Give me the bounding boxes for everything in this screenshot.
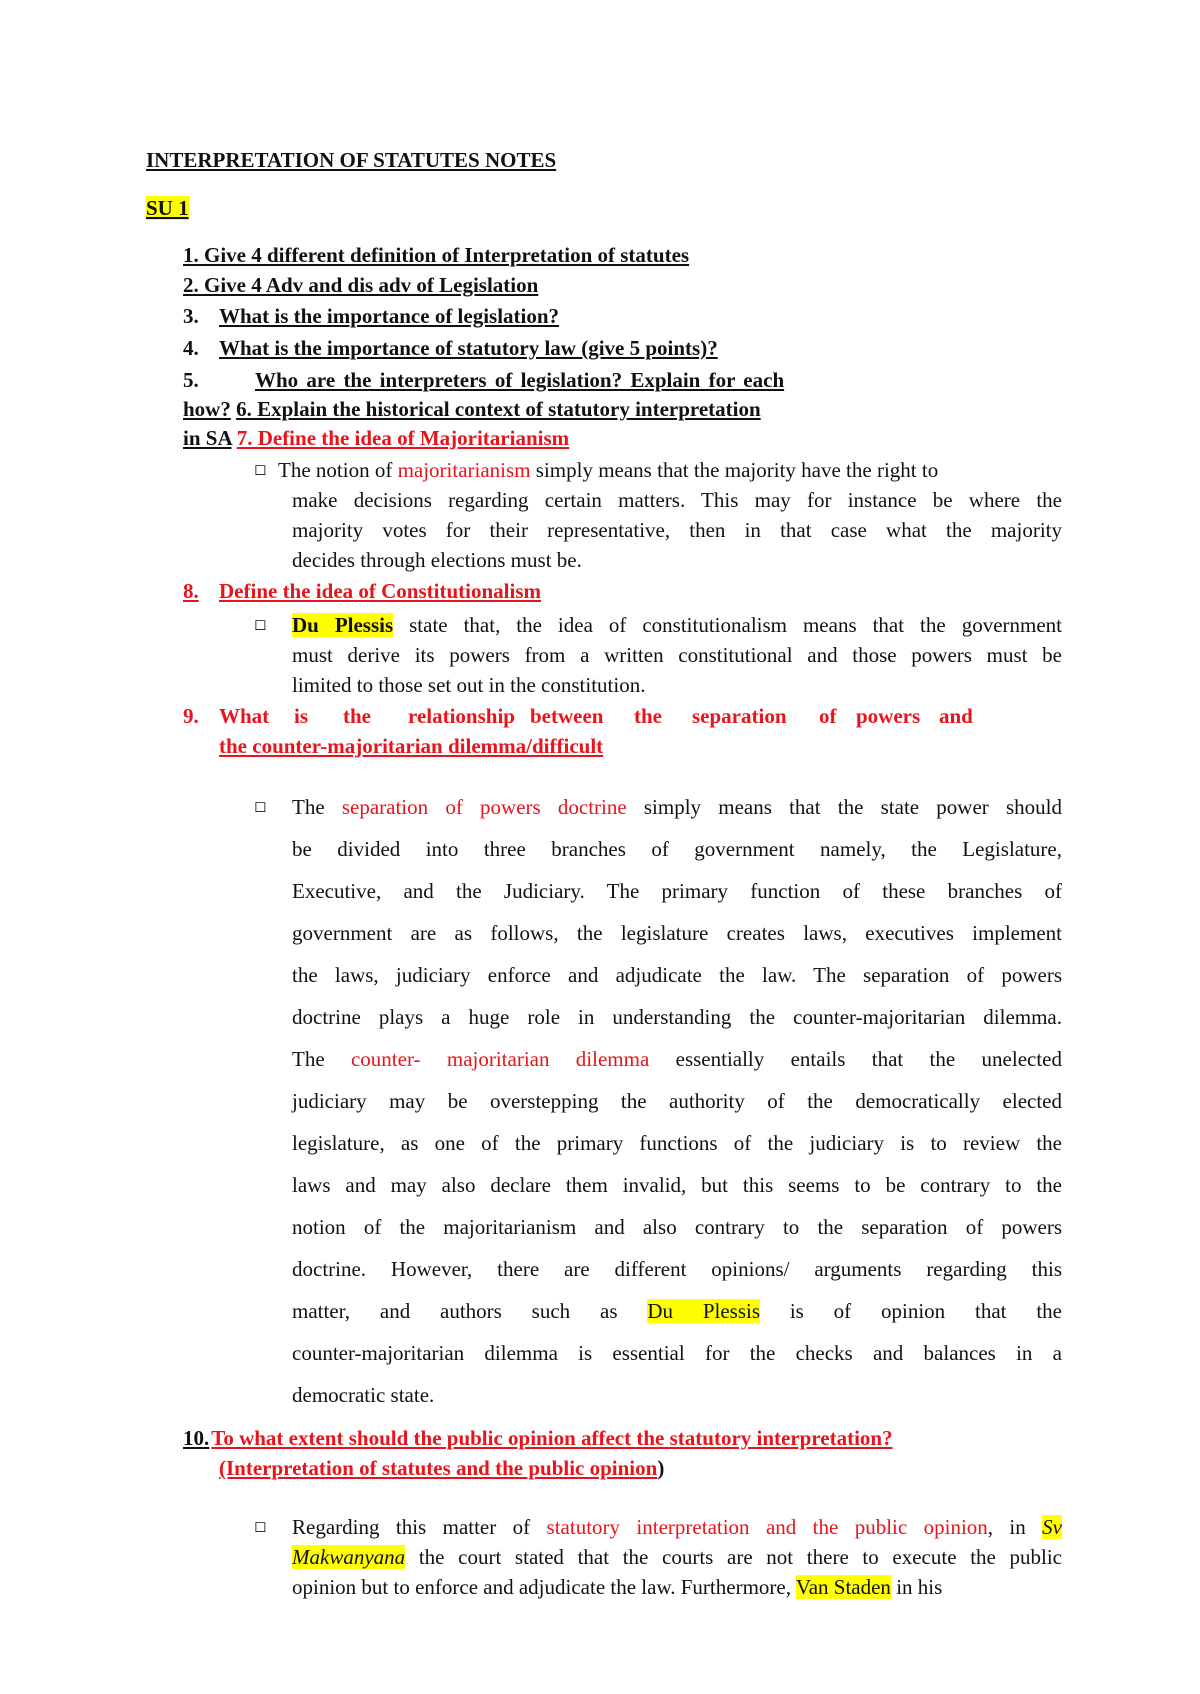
question-7 bbox=[183, 424, 569, 452]
answer-9-line-14: counter-majoritarian dilemma is essential for the checks and balances in a bbox=[292, 1341, 1062, 1365]
question-8 bbox=[183, 577, 541, 605]
answer-10-line-1 bbox=[292, 1513, 1062, 1541]
question-2: 2. Give 4 Adv and dis adv of Legislation bbox=[183, 273, 539, 297]
question-3 bbox=[183, 302, 560, 330]
answer-7-text: simply means that the majority have the right to bbox=[530, 458, 939, 482]
answer-7-line-2: make decisions regarding certain matters. This may for instance be where the bbox=[292, 488, 1062, 512]
author-du-plessis: Du Plessis bbox=[647, 1299, 761, 1323]
answer-8-line-1 bbox=[292, 611, 1062, 639]
term-separation-of-powers: separation of powers doctrine bbox=[341, 795, 627, 819]
answer-9-line-13 bbox=[292, 1297, 1062, 1325]
answer-9-line-12: doctrine. However, there are different opinions/ arguments regarding this bbox=[292, 1257, 1062, 1281]
question-6-continued: in SA bbox=[183, 426, 232, 450]
term-statutory-interpretation: statutory interpretation and the public opinion bbox=[546, 1515, 988, 1539]
question-9-word: powers bbox=[856, 704, 921, 728]
answer-10-text: Regarding this matter of bbox=[292, 1515, 547, 1539]
question-5-number: 5. bbox=[183, 368, 199, 392]
question-9-word: What bbox=[219, 704, 270, 728]
su-heading bbox=[146, 194, 189, 222]
question-5-continued: how? bbox=[183, 397, 231, 421]
question-3-number: 3. bbox=[183, 304, 199, 328]
question-5 bbox=[183, 366, 785, 394]
question-8-text: Define the idea of Constitutionalism bbox=[219, 579, 541, 603]
answer-9-line-9: legislature, as one of the primary functions of the judiciary is to review the bbox=[292, 1131, 1062, 1155]
answer-9-line-15: democratic state. bbox=[292, 1383, 435, 1407]
answer-7-text: The notion of bbox=[278, 458, 398, 482]
answer-10-text: the court stated that the courts are not there to execute the public bbox=[405, 1545, 1062, 1569]
question-6-text: 6. Explain the historical context of statutory interpretation bbox=[236, 397, 761, 421]
bullet-icon: ◻ bbox=[254, 1519, 267, 1535]
answer-7-line-4: decides through elections must be. bbox=[292, 548, 582, 572]
case-name: Sv bbox=[1042, 1515, 1062, 1539]
answer-9-text: matter, and authors such as bbox=[292, 1299, 648, 1323]
author-van-staden: Van Staden bbox=[795, 1575, 891, 1599]
answer-9-line-11: notion of the majoritarianism and also contrary to the separation of powers bbox=[292, 1215, 1062, 1239]
answer-9-text: essentially entails that the unelected bbox=[649, 1047, 1062, 1071]
term-majoritarianism: majoritarianism bbox=[397, 458, 531, 482]
answer-10-text: in his bbox=[890, 1575, 943, 1599]
question-9-word: between bbox=[530, 704, 604, 728]
question-6 bbox=[183, 395, 761, 423]
question-10-number: 10. bbox=[183, 1426, 210, 1450]
page-title: INTERPRETATION OF STATUTES NOTES bbox=[146, 148, 557, 172]
answer-7-line-1 bbox=[278, 456, 938, 484]
question-9-word: separation bbox=[692, 704, 787, 728]
question-9-word: 9. bbox=[183, 704, 199, 728]
question-9-word: the bbox=[343, 704, 371, 728]
answer-10-line-2 bbox=[292, 1543, 1062, 1571]
answer-9-line-2: be divided into three branches of government namely, the Legislature, bbox=[292, 837, 1062, 861]
case-name: Makwanyana bbox=[292, 1545, 406, 1569]
answer-10-text: , in bbox=[987, 1515, 1043, 1539]
question-10-text: To what extent should the public opinion affect the statutory interpretation? bbox=[211, 1426, 893, 1450]
answer-9-line-5: the laws, judiciary enforce and adjudicate the law. The separation of powers bbox=[292, 963, 1062, 987]
question-9-continued: the counter-majoritarian dilemma/difficult bbox=[219, 734, 604, 758]
closing-paren: ) bbox=[657, 1456, 665, 1480]
answer-8-text: state that, the idea of constitutionalism means that the government bbox=[393, 613, 1062, 637]
question-10 bbox=[183, 1424, 893, 1452]
answer-9-line-8: judiciary may be overstepping the authority of the democratically elected bbox=[292, 1089, 1062, 1113]
question-4-text: What is the importance of statutory law (give 5 points)? bbox=[219, 336, 718, 360]
question-7-text: 7. Define the idea of Majoritarianism bbox=[236, 426, 570, 450]
answer-10-text: opinion but to enforce and adjudicate the law. Furthermore, bbox=[292, 1575, 796, 1599]
answer-9-line-1 bbox=[292, 793, 1062, 821]
bullet-icon: ◻ bbox=[254, 617, 267, 633]
question-9-word: and bbox=[939, 704, 973, 728]
bullet-icon: ◻ bbox=[254, 462, 267, 478]
bullet-icon: ◻ bbox=[254, 799, 267, 815]
question-10-subtitle: (Interpretation of statutes and the public opinion bbox=[219, 1456, 658, 1480]
question-4-number: 4. bbox=[183, 336, 199, 360]
answer-9-line-7 bbox=[292, 1045, 1062, 1073]
term-counter-majoritarian-dilemma: counter- majoritarian dilemma bbox=[350, 1047, 650, 1071]
answer-9-line-10: laws and may also declare them invalid, but this seems to be contrary to the bbox=[292, 1173, 1062, 1197]
answer-8-line-3: limited to those set out in the constitution. bbox=[292, 673, 646, 697]
question-9-word: relationship bbox=[408, 704, 515, 728]
answer-9-text: The bbox=[292, 795, 342, 819]
author-du-plessis: Du Plessis bbox=[292, 613, 394, 637]
su-label: SU 1 bbox=[146, 196, 189, 220]
answer-9-text: The bbox=[292, 1047, 351, 1071]
question-9-word: the bbox=[634, 704, 662, 728]
answer-7-line-3: majority votes for their representative, then in that case what the majority bbox=[292, 518, 1062, 542]
question-10-continued bbox=[219, 1454, 664, 1482]
answer-9-text: simply means that the state power should bbox=[626, 795, 1062, 819]
question-4 bbox=[183, 334, 718, 362]
question-8-number: 8. bbox=[183, 579, 199, 603]
question-9-word: is bbox=[294, 704, 309, 728]
question-1: 1. Give 4 different definition of Interpretation of statutes bbox=[183, 243, 690, 267]
question-3-text: What is the importance of legislation? bbox=[219, 304, 560, 328]
question-9 bbox=[183, 702, 1033, 730]
question-5-text: Who are the interpreters of legislation? Explain for each bbox=[255, 368, 785, 392]
answer-9-text: is of opinion that the bbox=[760, 1299, 1062, 1323]
answer-10-line-3 bbox=[292, 1573, 942, 1601]
answer-9-line-4: government are as follows, the legislature creates laws, executives implement bbox=[292, 921, 1062, 945]
answer-8-line-2: must derive its powers from a written constitutional and those powers must be bbox=[292, 643, 1062, 667]
question-9-word: of bbox=[819, 704, 837, 728]
answer-9-line-6: doctrine plays a huge role in understanding the counter-majoritarian dilemma. bbox=[292, 1005, 1062, 1029]
answer-9-line-3: Executive, and the Judiciary. The primary function of these branches of bbox=[292, 879, 1062, 903]
